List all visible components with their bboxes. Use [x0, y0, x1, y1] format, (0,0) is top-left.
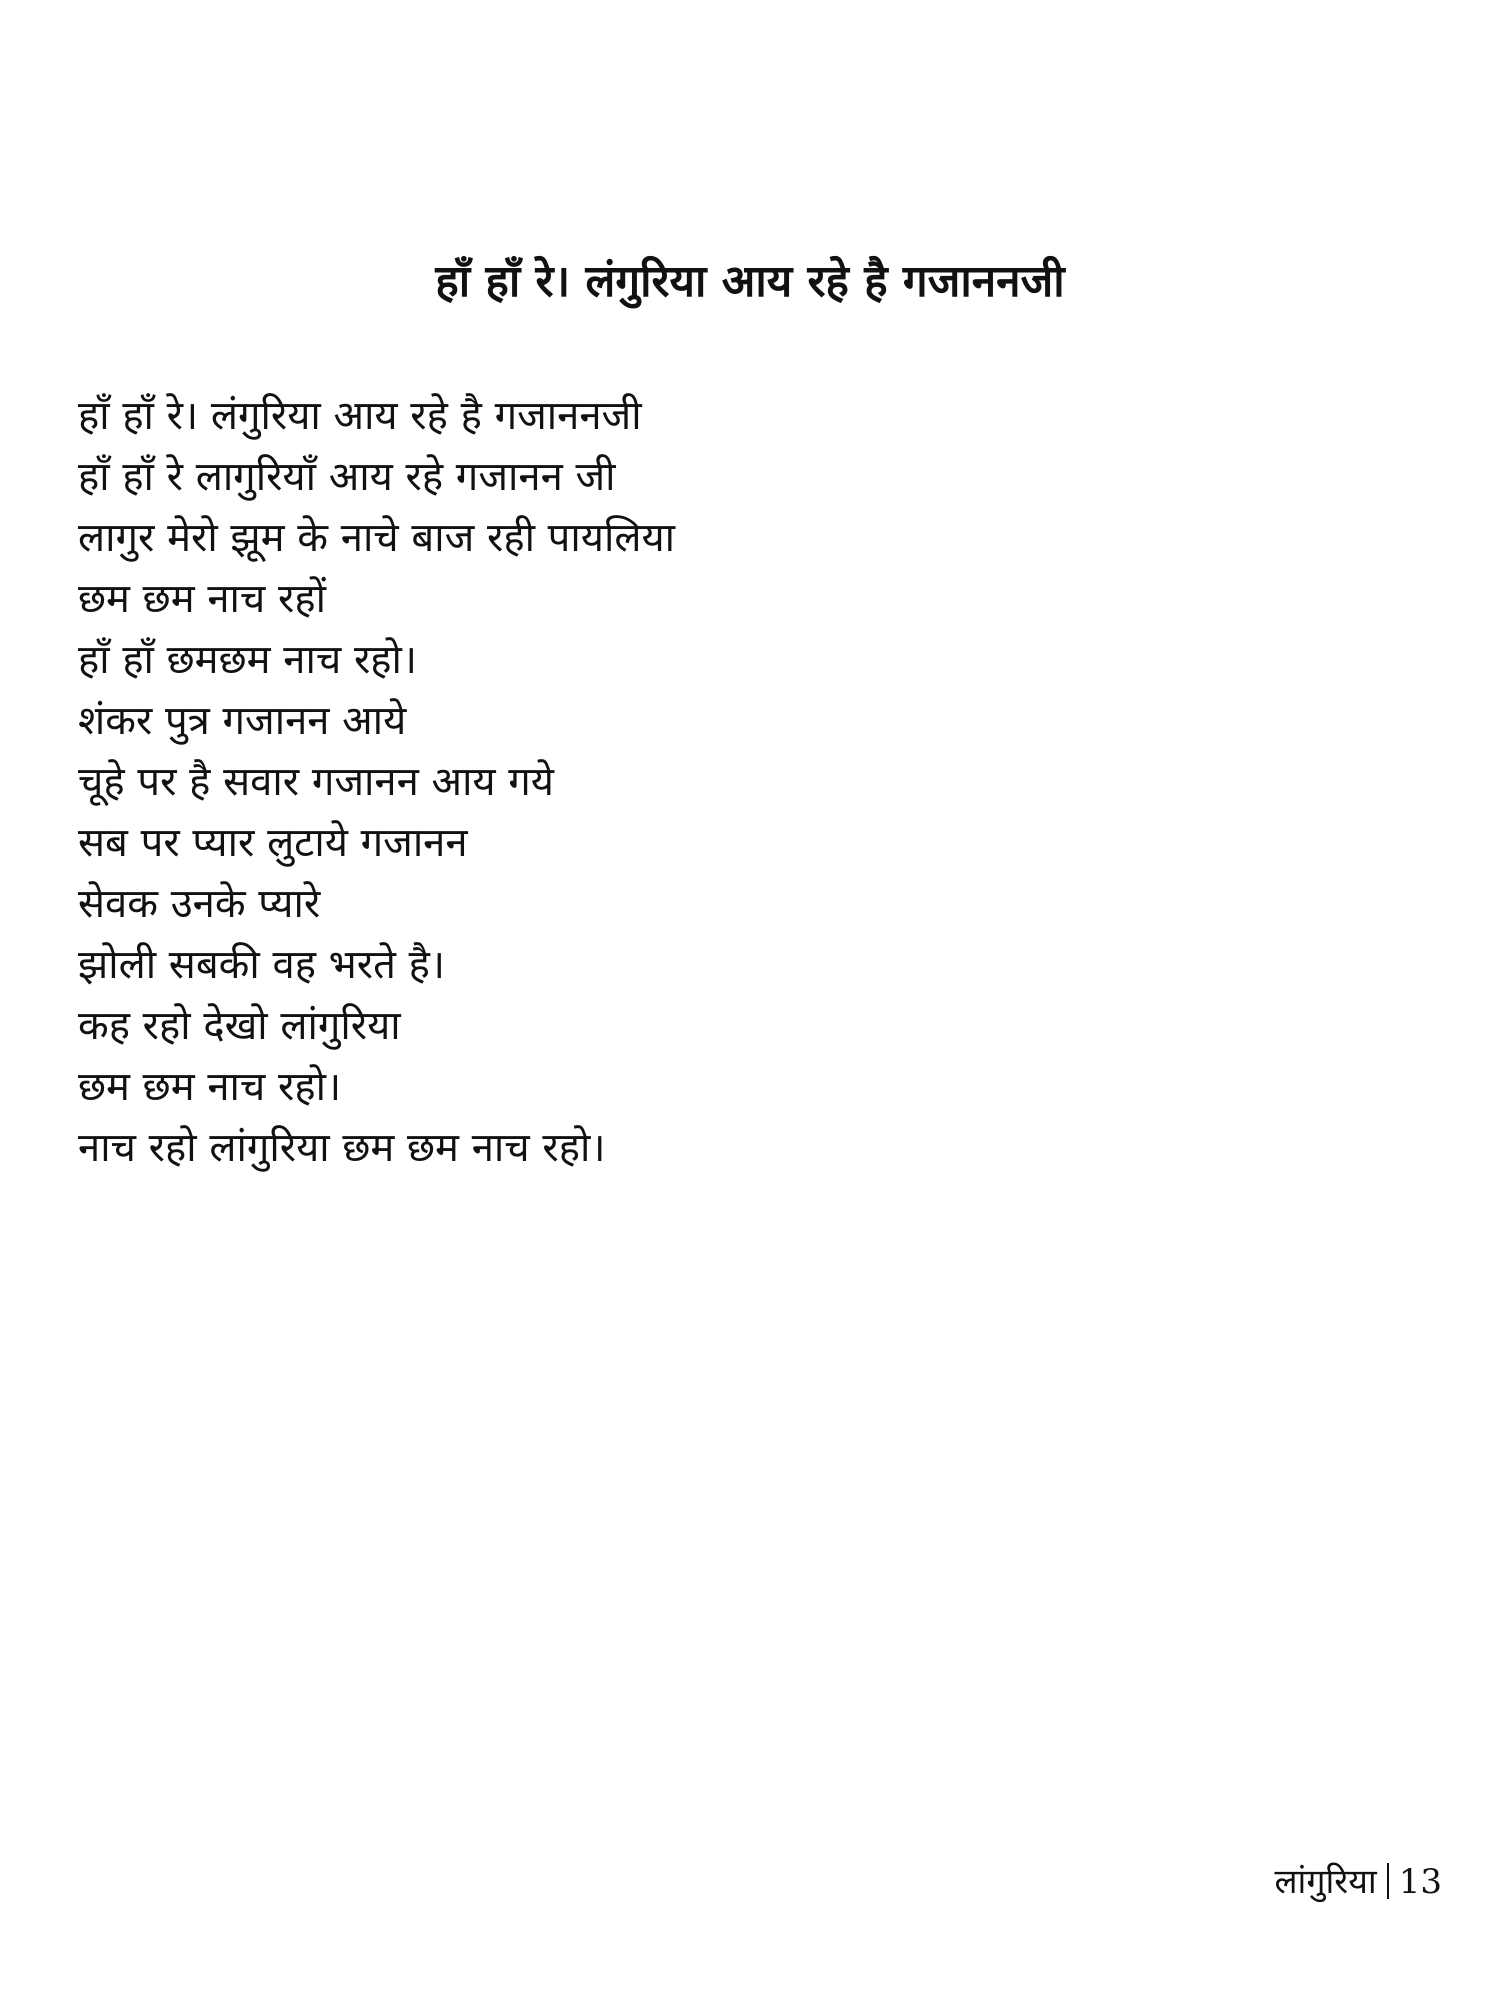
song-title: हाँ हाँ रे। लंगुरिया आय रहे है गजाननजी — [435, 256, 1065, 307]
footer-divider — [1387, 1863, 1389, 1899]
lyric-line: सेवक उनके प्यारे — [78, 881, 321, 927]
lyric-line: हाँ हाँ रे लागुरियाँ आय रहे गजानन जी — [78, 454, 616, 500]
lyric-line: शंकर पुत्र गजानन आये — [78, 698, 407, 744]
lyric-line: झोली सबकी वह भरते है। — [78, 942, 446, 988]
page-footer — [1274, 1860, 1442, 1904]
lyric-line: हाँ हाँ रे। लंगुरिया आय रहे है गजाननजी — [78, 393, 642, 439]
footer-book-title: लांगुरिया — [1274, 1862, 1377, 1902]
lyric-line: कह रहो देखो लांगुरिया — [78, 1003, 401, 1049]
lyric-line: नाच रहो लांगुरिया छम छम नाच रहो। — [78, 1125, 606, 1171]
song-lyrics — [78, 386, 1378, 1179]
lyric-line: छम छम नाच रहो। — [78, 1064, 342, 1110]
lyric-line: हाँ हाँ छमछम नाच रहो। — [78, 637, 418, 683]
lyric-line: छम छम नाच रहों — [78, 576, 326, 622]
page-number: 13 — [1398, 1862, 1442, 1902]
lyric-line: चूहे पर है सवार गजानन आय गये — [78, 759, 555, 805]
lyric-line: लागुर मेरो झूम के नाचे बाज रही पायलिया — [78, 515, 676, 561]
lyric-line: सब पर प्यार लुटाये गजानन — [78, 820, 468, 866]
